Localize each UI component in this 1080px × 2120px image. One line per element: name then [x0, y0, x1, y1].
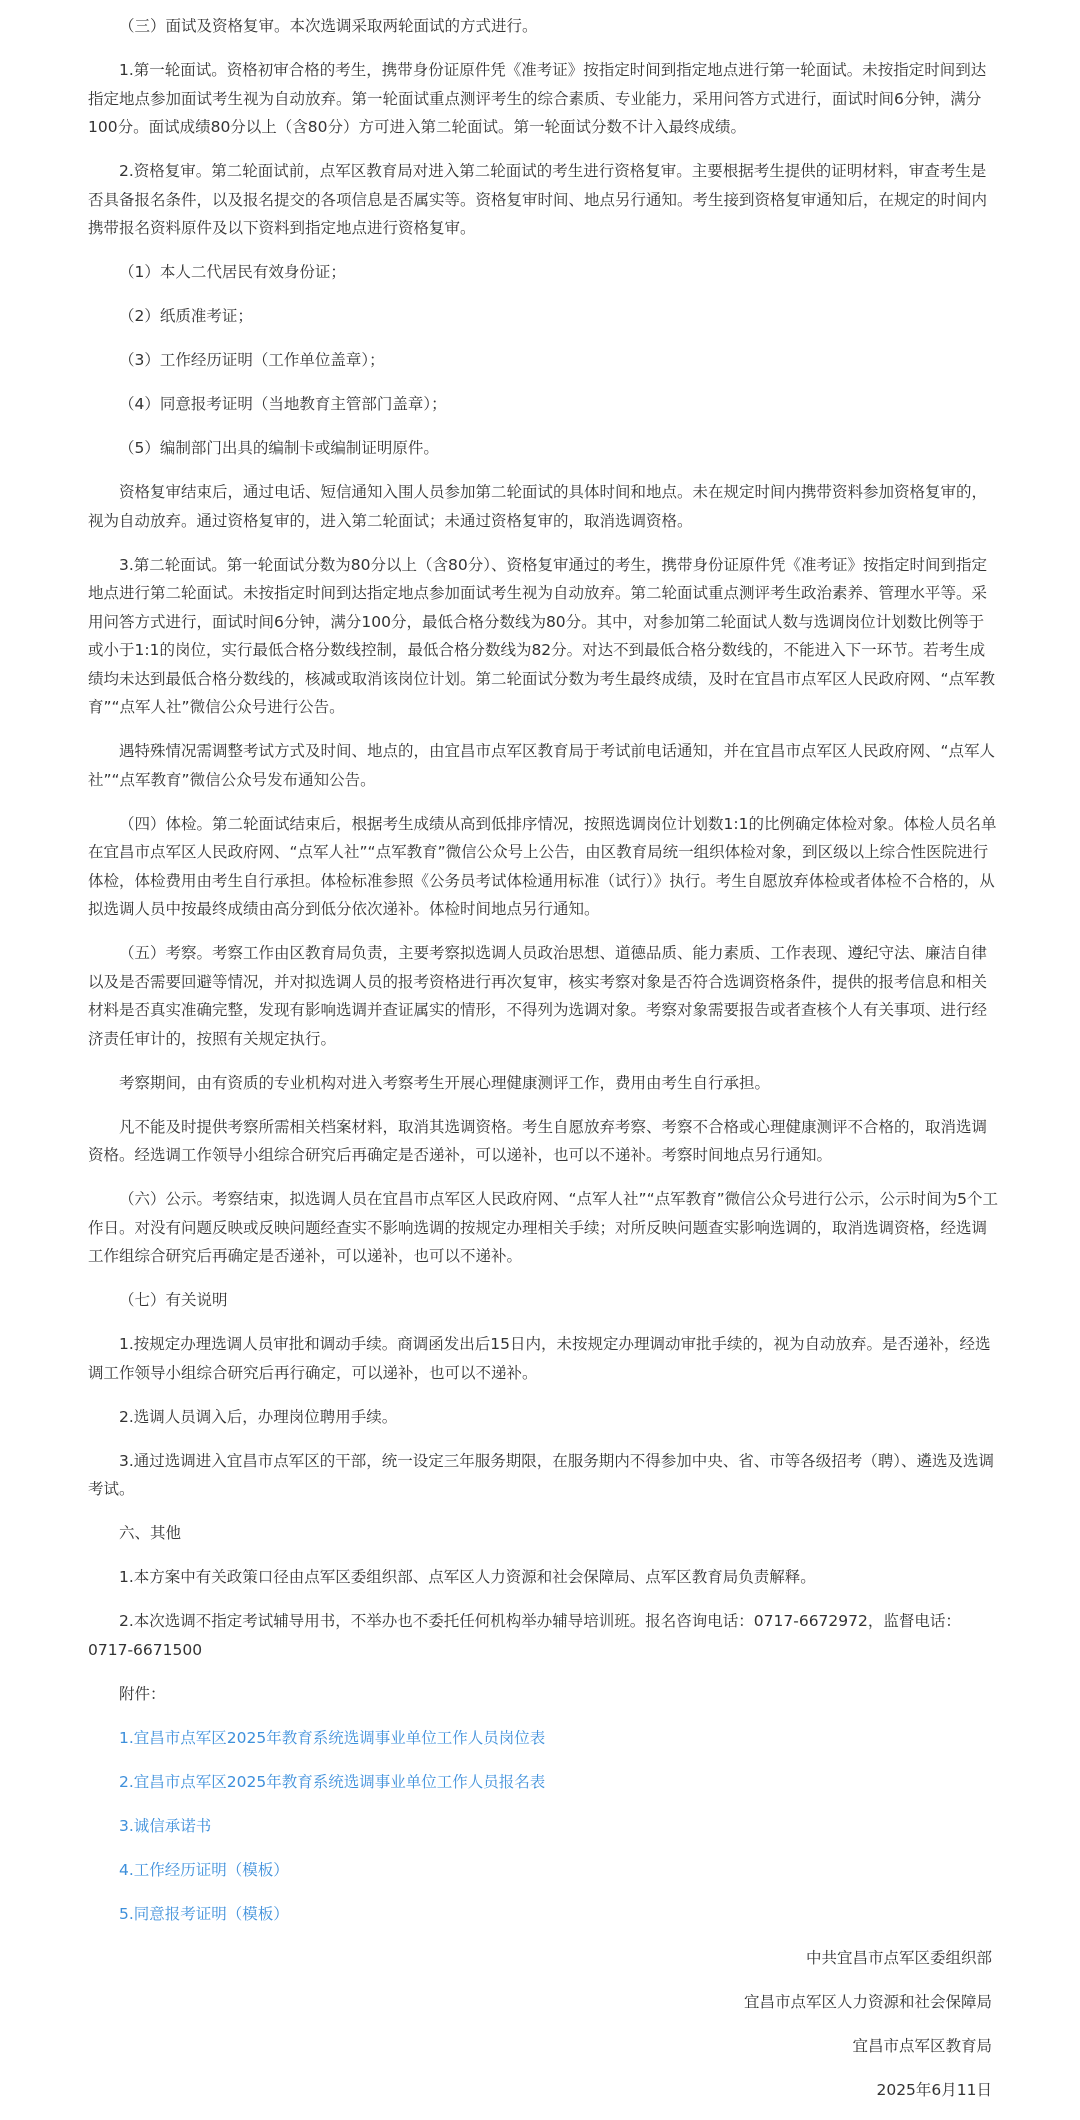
- paragraph: 六、其他: [119, 1524, 182, 1542]
- paragraph: （3）工作经历证明（工作单位盖章）；: [119, 351, 385, 369]
- paragraph: （5）编制部门出具的编制卡或编制证明原件。: [119, 439, 439, 457]
- paragraph: （七）有关说明: [119, 1291, 228, 1309]
- paragraph: （五）考察。考察工作由区教育局负责，主要考察拟选调人员政治思想、道德品质、能力素质、工作表现、遵纪守法、廉洁自律以及是否需要回避等情况，并对拟选调人员的报考资格进行再次复审，核实考察对象是否符合选调资格条件，提供的报考信息和相关材料是否真实准确完整，发现有影响选调并查证属实的情形，不得列为选调对象。考察对象需要报告或者查核个人有关事项、进行经济责任审计的，按照有关规定执行。: [88, 944, 988, 1048]
- signature-hr-bureau: 宜昌市点军区人力资源和社会保障局: [743, 1992, 992, 2011]
- attachment-link-integrity-pledge[interactable]: 3.诚信承诺书: [119, 1816, 212, 1835]
- paragraph: （1）本人二代居民有效身份证；: [119, 263, 346, 281]
- document-body: [88, 12, 998, 2120]
- paragraph: （四）体检。第二轮面试结束后，根据考生成绩从高到低排序情况，按照选调岗位计划数1:1的比例确定体检对象。体检人员名单在宜昌市点军区人民政府网、“点军人社”“点军教育”微信公众号上公告，由区教育局统一组织体检对象，到区级以上综合性医院进行体检，体检费用由考生自行承担。体检标准参照《公务员考试体检通用标准（试行）》执行。考生自愿放弃体检或者体检不合格的，从拟选调人员中按最终成绩由高分到低分依次递补。体检时间地点另行通知。: [88, 814, 997, 918]
- paragraph: 考察期间，由有资质的专业机构对进入考察考生开展心理健康测评工作，费用由考生自行承担。: [119, 1073, 771, 1092]
- attachment-link-registration-form[interactable]: 2.宜昌市点军区2025年教育系统选调事业单位工作人员报名表: [119, 1772, 546, 1791]
- signature-date: 2025年6月11日: [876, 2080, 992, 2099]
- paragraph: 1.按规定办理选调人员审批和调动手续。商调函发出后15日内，未按规定办理调动审批手续的，视为自动放弃。是否递补，经选调工作领导小组综合研究后再行确定，可以递补，也可以不递补。: [88, 1335, 991, 1382]
- paragraph: 1.第一轮面试。资格初审合格的考生，携带身份证原件凭《准考证》按指定时间到指定地点进行第一轮面试。未按指定时间到达指定地点参加面试考生视为自动放弃。第一轮面试重点测评考生的综合素质、专业能力，采用问答方式进行，面试时间6分钟，满分100分。面试成绩80分以上（含80分）方可进入第二轮面试。第一轮面试分数不计入最终成绩。: [88, 61, 987, 136]
- paragraph: （2）纸质准考证；: [119, 307, 253, 325]
- signature-organization-dept: 中共宜昌市点军区委组织部: [805, 1948, 992, 1967]
- paragraph: 遇特殊情况需调整考试方式及时间、地点的，由宜昌市点军区教育局于考试前电话通知，并在宜昌市点军区人民政府网、“点军人社”“点军教育”微信公众号发布通知公告。: [88, 742, 996, 789]
- paragraph: 3.第二轮面试。第一轮面试分数为80分以上（含80分）、资格复审通过的考生，携带身份证原件凭《准考证》按指定时间到指定地点进行第二轮面试。未按指定时间到达指定地点参加面试考生视为自动放弃。第二轮面试重点测评考生政治素养、管理水平等。采用问答方式进行，面试时间6分钟，满分100分，最低合格分数线为80分。其中，对参加第二轮面试人数与选调岗位计划数比例等于或小于1:1的岗位，实行最低合格分数线控制，最低合格分数线为82分。对达不到最低合格分数线的，不能进入下一环节。若考生成绩均未达到最低合格分数线的，核减或取消该岗位计划。第二轮面试分数为考生最终成绩，及时在宜昌市点军区人民政府网、“点军教育”“点军人社”微信公众号进行公告。: [88, 555, 996, 716]
- attachment-link-position-table[interactable]: 1.宜昌市点军区2025年教育系统选调事业单位工作人员岗位表: [119, 1728, 546, 1747]
- paragraph: （六）公示。考察结束，拟选调人员在宜昌市点军区人民政府网、“点军人社”“点军教育”微信公众号进行公示，公示时间为5个工作日。对没有问题反映或反映问题经查实不影响选调的按规定办理相关手续；对所反映问题查实影响选调的，取消选调资格，经选调工作组综合研究后再确定是否递补，可以递补，也可以不递补。: [88, 1190, 998, 1265]
- attachments-label: 附件：: [119, 1684, 166, 1703]
- paragraph: （三）面试及资格复审。本次选调采取两轮面试的方式进行。: [119, 17, 538, 35]
- paragraph: 3.通过选调进入宜昌市点军区的干部，统一设定三年服务期限，在服务期内不得参加中央、省、市等各级招考（聘）、遴选及选调考试。: [88, 1451, 995, 1498]
- paragraph: （4）同意报考证明（当地教育主管部门盖章）；: [119, 395, 447, 413]
- attachment-link-consent-certificate[interactable]: 5.同意报考证明（模板）: [119, 1904, 289, 1923]
- paragraph: 凡不能及时提供考察所需相关档案材料，取消其选调资格。考生自愿放弃考察、考察不合格或心理健康测评不合格的，取消选调资格。经选调工作领导小组综合研究后再确定是否递补，可以递补，也可以不递补。考察时间地点另行通知。: [88, 1117, 988, 1164]
- attachment-link-work-experience-certificate[interactable]: 4.工作经历证明（模板）: [119, 1860, 289, 1879]
- paragraph: 2.资格复审。第二轮面试前，点军区教育局对进入第二轮面试的考生进行资格复审。主要根据考生提供的证明材料，审查考生是否具备报名条件，以及报名提交的各项信息是否属实等。资格复审时间、地点另行通知。考生接到资格复审通知后，在规定的时间内携带报名资料原件及以下资料到指定地点进行资格复审。: [88, 162, 988, 237]
- signature-education-bureau: 宜昌市点军区教育局: [852, 2036, 992, 2055]
- paragraph: 2.选调人员调入后，办理岗位聘用手续。: [119, 1407, 398, 1426]
- paragraph: 1.本方案中有关政策口径由点军区委组织部、点军区人力资源和社会保障局、点军区教育局负责解释。: [119, 1568, 816, 1586]
- paragraph: 2.本次选调不指定考试辅导用书，不举办也不委托任何机构举办辅导培训班。报名咨询电话：0717-6672972，监督电话：0717-6671500: [88, 1612, 961, 1659]
- paragraph: 资格复审结束后，通过电话、短信通知入围人员参加第二轮面试的具体时间和地点。未在规定时间内携带资料参加资格复审的，视为自动放弃。通过资格复审的，进入第二轮面试；未通过资格复审的，取消选调资格。: [88, 483, 988, 530]
